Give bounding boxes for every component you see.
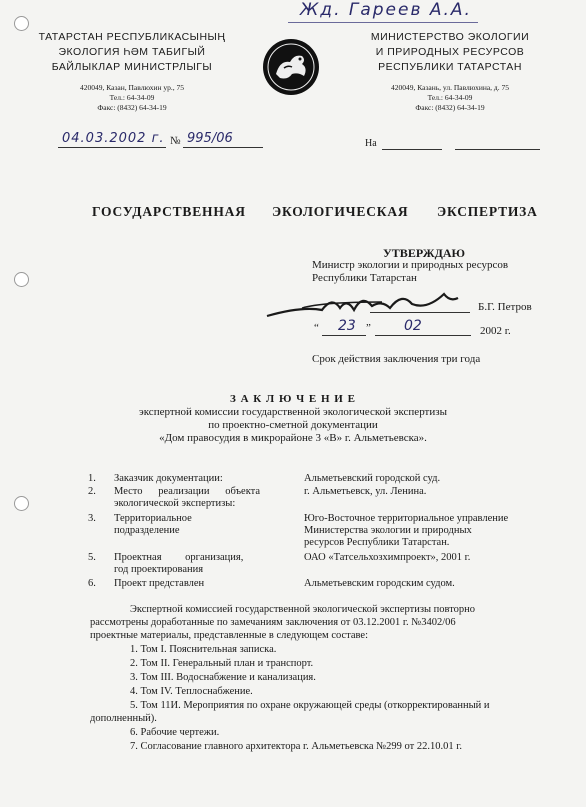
body-list-item: 7. Согласование главного архитектора г. Альметьевска №299 от 22.10.01 г. [130,741,462,752]
reference-date: 04.03.2002 г. [62,131,165,146]
header-right-line-2: И ПРИРОДНЫХ РЕСУРСОВ [375,46,525,58]
item-number: 5. [88,552,96,563]
approve-day-line [322,335,366,336]
header-right-line-1: МИНИСТЕРСТВО ЭКОЛОГИИ [370,31,530,43]
item-number: 2. [88,486,96,497]
handwritten-underline [288,22,478,23]
header-left-fax: Факс: (8432) 64-34-19 [97,103,167,112]
body-paragraph-line: рассмотрены доработанные по замечаниям заключения от 03.12.2001 г. №3402/06 [90,617,456,628]
body-list-item: дополненный). [90,713,157,724]
approve-year: 2002 г. [480,325,511,337]
item-value: Министерства экологии и природных [304,525,472,536]
approve-title: УТВЕРЖДАЮ [383,246,466,260]
reference-na-label: На [365,138,377,149]
conclusion-subtitle-1: экспертной комиссии государственной экологической экспертизы [139,406,447,418]
punch-hole-middle [14,272,29,287]
approve-day: 23 [338,318,356,334]
reference-number-label: № [170,135,181,147]
header-right-line-3: РЕСПУБЛИКИ ТАТАРСТАН [378,61,522,73]
header-left-line-3: БАЙЛЫКЛАР МИНИСТРЛЫГЫ [51,61,213,73]
item-value: ОАО «Татсельхозхимпроект», 2001 г. [304,552,471,563]
item-value: ресурсов Республики Татарстан. [304,537,450,548]
signature [262,288,472,324]
approve-date-open-quote: “ [314,322,319,334]
item-value: Альметьевский городской суд. [304,473,441,484]
body-list-item: 4. Том IV. Теплоснабжение. [130,686,253,697]
conclusion-subtitle-3: «Дом правосудия в микрорайоне 3 «В» г. Альметьевска». [159,432,427,444]
approve-line-2: Республики Татарстан [312,272,417,284]
page-title-word-2: ЭКОЛОГИЧЕСКАЯ [272,204,409,219]
approve-date-close-quote: ” [366,322,371,334]
body-list-item: 2. Том II. Генеральный план и транспорт. [130,658,314,669]
body-paragraph-line: Экспертной комиссией государственной экологической экспертизы повторно [130,604,476,615]
punch-hole-top [14,16,29,31]
reference-number: 995/06 [187,131,233,146]
punch-hole-bottom [14,496,29,511]
item-label: год проектирования [114,564,204,575]
emblem-logo [262,38,320,96]
handwritten-note: Жд. Гареев А.А. [300,0,472,20]
reference-number-line [183,147,263,148]
body-paragraph-line: проектные материалы, представленные в следующем составе: [90,630,369,641]
item-label: Территориальное [114,513,192,524]
approve-validity: Срок действия заключения три года [312,353,481,365]
item-label: Заказчик документации: [114,473,223,484]
body-list-item: 5. Том 11И. Мероприятия по охране окружающей среды (откорректированный и [130,700,490,711]
item-label: подразделение [114,525,180,536]
body-list-item: 3. Том III. Водоснабжение и канализация. [130,672,316,683]
item-label: экологической экспертизы: [114,498,236,509]
conclusion-title: З А К Л Ю Ч Е Н И Е [230,393,356,405]
header-right [350,30,550,113]
item-label: Проект представлен [114,578,205,589]
page-title-word-3: ЭКСПЕРТИЗА [437,204,538,219]
body-list-item: 1. Том I. Пояснительная записка. [130,644,277,655]
approve-month: 02 [404,318,422,334]
reference-date-line [58,147,166,148]
approve-signature-line [370,312,470,313]
header-right-fax: Факс: (8432) 64-34-19 [415,103,485,112]
approve-line-1: Министр экологии и природных ресурсов [312,259,509,271]
item-label: Место реализации объекта [114,486,261,497]
header-left-line-2: ЭКОЛОГИЯ ҺӘМ ТАБИГЫЙ [58,46,206,58]
header-left-phone: Тел.: 64-34-09 [109,93,155,102]
page-title-word-1: ГОСУДАРСТВЕННАЯ [92,204,246,219]
header-left-address: 420049, Казан, Павлюхин ур., 75 [79,83,185,92]
body-list-item: 6. Рабочие чертежи. [130,727,220,738]
header-left-line-1: ТАТАРСТАН РЕСПУБЛИКАСЫНЫҢ [38,31,226,43]
header-right-phone: Тел.: 64-34-09 [427,93,473,102]
item-value: Альметьевским городским судом. [304,578,455,589]
approve-month-line [375,335,471,336]
header-left [32,30,232,113]
item-number: 6. [88,578,96,589]
item-number: 3. [88,513,96,524]
reference-na-line-1 [382,149,442,150]
item-number: 1. [88,473,96,484]
item-label: Проектная организация, [114,552,244,563]
conclusion-subtitle-2: по проектно-сметной документации [208,419,378,431]
item-value: Юго-Восточное территориальное управление [304,513,509,524]
header-right-address: 420049, Казань, ул. Павлюхина, д. 75 [390,83,510,92]
approve-signer: Б.Г. Петров [478,301,532,313]
reference-na-line-2 [455,149,540,150]
item-value: г. Альметьевск, ул. Ленина. [304,486,427,497]
